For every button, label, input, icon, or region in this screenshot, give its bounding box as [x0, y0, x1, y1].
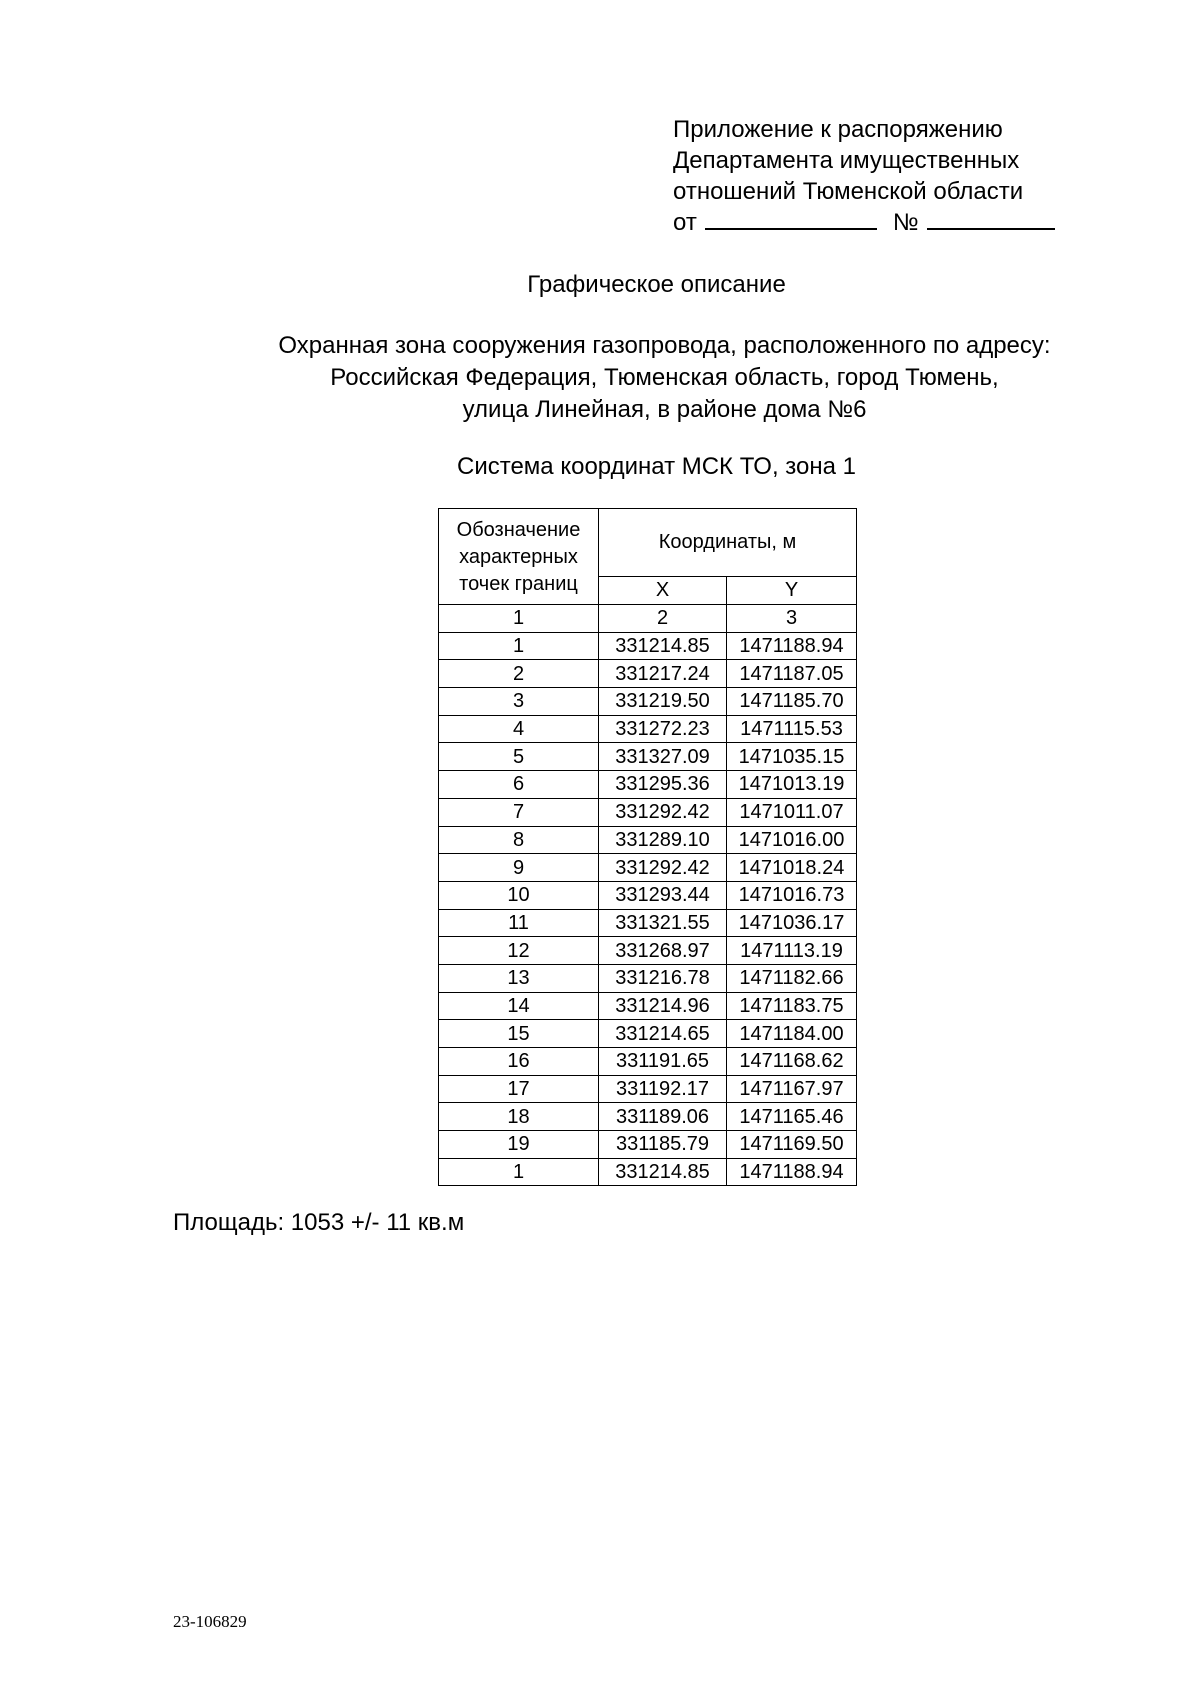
y-cell: 1471035.15 — [727, 743, 857, 771]
table-row — [439, 937, 857, 965]
appendix-date-number-line — [673, 207, 1055, 238]
point-cell: 7 — [439, 798, 599, 826]
column-number-3: 3 — [727, 605, 857, 633]
point-cell: 9 — [439, 854, 599, 882]
date-blank-field — [705, 210, 877, 230]
y-cell: 1471184.00 — [727, 1020, 857, 1048]
header-x: X — [599, 576, 727, 604]
y-cell: 1471183.75 — [727, 992, 857, 1020]
zone-description-line-3: улица Линейная, в районе дома №6 — [462, 396, 867, 423]
point-cell: 12 — [439, 937, 599, 965]
x-cell: 331214.85 — [599, 632, 727, 660]
x-cell: 331216.78 — [599, 964, 727, 992]
table-row — [439, 632, 857, 660]
table-row — [439, 743, 857, 771]
point-cell: 2 — [439, 660, 599, 688]
point-cell: 18 — [439, 1103, 599, 1131]
zone-description — [0, 330, 1200, 426]
y-cell: 1471115.53 — [727, 715, 857, 743]
column-number-1: 1 — [439, 605, 599, 633]
x-cell: 331272.23 — [599, 715, 727, 743]
point-cell: 13 — [439, 964, 599, 992]
table-column-numbers-row — [439, 605, 857, 633]
table-header-row — [439, 509, 857, 577]
x-cell: 331321.55 — [599, 909, 727, 937]
appendix-block — [673, 114, 1055, 238]
point-cell: 17 — [439, 1075, 599, 1103]
y-cell: 1471167.97 — [727, 1075, 857, 1103]
x-cell: 331219.50 — [599, 688, 727, 716]
header-y: Y — [727, 576, 857, 604]
y-cell: 1471182.66 — [727, 964, 857, 992]
x-cell: 331217.24 — [599, 660, 727, 688]
zone-description-line-1: Охранная зона сооружения газопровода, расположенного по адресу: — [278, 332, 1051, 359]
x-cell: 331327.09 — [599, 743, 727, 771]
y-cell: 1471168.62 — [727, 1048, 857, 1076]
x-cell: 331189.06 — [599, 1103, 727, 1131]
y-cell: 1471187.05 — [727, 660, 857, 688]
from-label: от — [673, 209, 697, 236]
table-row — [439, 1103, 857, 1131]
y-cell: 1471016.73 — [727, 881, 857, 909]
appendix-line-3: отношений Тюменской области — [673, 178, 1024, 205]
table-row — [439, 1048, 857, 1076]
y-cell: 1471169.50 — [727, 1131, 857, 1159]
table-row — [439, 715, 857, 743]
table-row — [439, 688, 857, 716]
document-number: 23-106829 — [173, 1612, 247, 1631]
x-cell: 331214.96 — [599, 992, 727, 1020]
table-row — [439, 881, 857, 909]
point-cell: 1 — [439, 1158, 599, 1186]
table-row — [439, 909, 857, 937]
table-row — [439, 1131, 857, 1159]
y-cell: 1471016.00 — [727, 826, 857, 854]
appendix-line-2: Департамента имущественных — [673, 147, 1020, 174]
table-row — [439, 1075, 857, 1103]
coordinates-table — [438, 508, 857, 1186]
number-blank-field — [927, 210, 1055, 230]
x-cell: 331295.36 — [599, 771, 727, 799]
x-cell: 331293.44 — [599, 881, 727, 909]
header-coordinates: Координаты, м — [599, 509, 857, 577]
y-cell: 1471185.70 — [727, 688, 857, 716]
point-cell: 16 — [439, 1048, 599, 1076]
area-text: Площадь: 1053 +/- 11 кв.м — [173, 1209, 465, 1236]
x-cell: 331214.65 — [599, 1020, 727, 1048]
point-cell: 6 — [439, 771, 599, 799]
coordinate-system: Система координат МСК ТО, зона 1 — [457, 453, 856, 480]
number-label: № — [892, 209, 919, 236]
header-points: Обозначение характерных точек границ — [439, 509, 599, 605]
column-number-2: 2 — [599, 605, 727, 633]
document-title: Графическое описание — [527, 271, 786, 298]
table-row — [439, 798, 857, 826]
y-cell: 1471036.17 — [727, 909, 857, 937]
y-cell: 1471013.19 — [727, 771, 857, 799]
point-cell: 5 — [439, 743, 599, 771]
y-cell: 1471165.46 — [727, 1103, 857, 1131]
y-cell: 1471011.07 — [727, 798, 857, 826]
x-cell: 331289.10 — [599, 826, 727, 854]
point-cell: 1 — [439, 632, 599, 660]
point-cell: 11 — [439, 909, 599, 937]
zone-description-line-2: Российская Федерация, Тюменская область, город Тюмень, — [330, 364, 999, 391]
table-row — [439, 992, 857, 1020]
point-cell: 10 — [439, 881, 599, 909]
x-cell: 331214.85 — [599, 1158, 727, 1186]
x-cell: 331292.42 — [599, 854, 727, 882]
point-cell: 14 — [439, 992, 599, 1020]
x-cell: 331192.17 — [599, 1075, 727, 1103]
x-cell: 331185.79 — [599, 1131, 727, 1159]
x-cell: 331268.97 — [599, 937, 727, 965]
x-cell: 331191.65 — [599, 1048, 727, 1076]
appendix-line-1: Приложение к распоряжению — [673, 116, 1003, 143]
point-cell: 15 — [439, 1020, 599, 1048]
y-cell: 1471018.24 — [727, 854, 857, 882]
table-row — [439, 660, 857, 688]
point-cell: 3 — [439, 688, 599, 716]
y-cell: 1471188.94 — [727, 632, 857, 660]
table-row — [439, 826, 857, 854]
table-row — [439, 1158, 857, 1186]
point-cell: 8 — [439, 826, 599, 854]
y-cell: 1471113.19 — [727, 937, 857, 965]
y-cell: 1471188.94 — [727, 1158, 857, 1186]
table-row — [439, 854, 857, 882]
table-row — [439, 771, 857, 799]
point-cell: 19 — [439, 1131, 599, 1159]
point-cell: 4 — [439, 715, 599, 743]
table-row — [439, 1020, 857, 1048]
x-cell: 331292.42 — [599, 798, 727, 826]
table-row — [439, 964, 857, 992]
